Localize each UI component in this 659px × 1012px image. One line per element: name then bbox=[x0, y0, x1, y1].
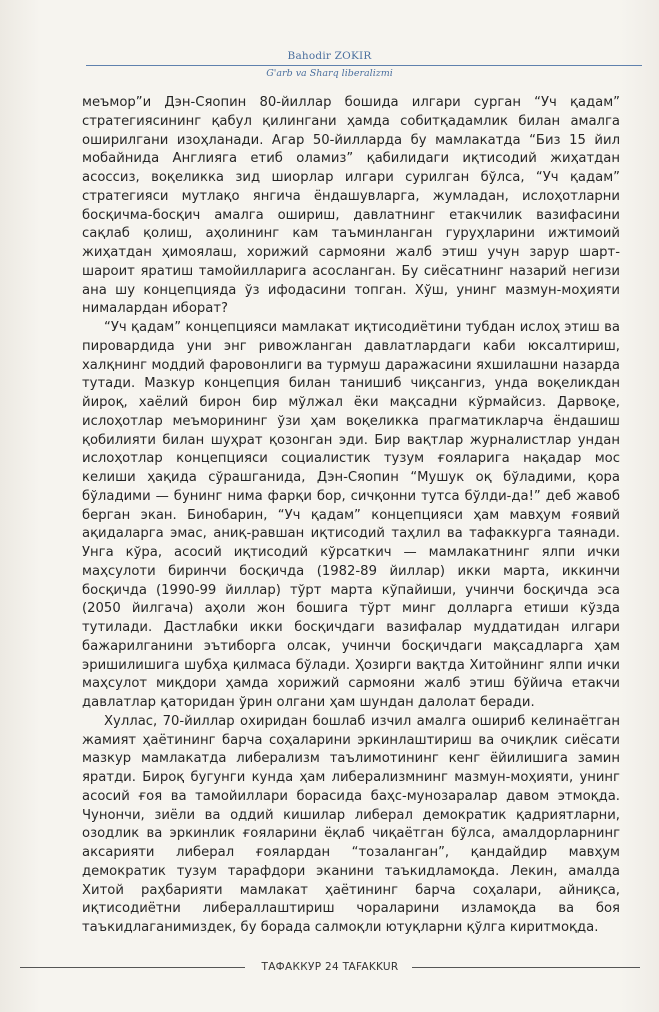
page-footer bbox=[20, 959, 640, 975]
paragraph-2: “Уч қадам” концепцияси мамлакат иқтисодиётини тубдан ислоҳ этиш ва пировардида уни энг ривожланган давлатлардаги каби юксалтириш, халқнинг моддий фаровонлиги ва турмуш даражасини яхшилашни назарда тутади. Мазкур концепция билан танишиб чиқсангиз, унда воқеликдан йироқ, хаёлий бирон бир мўлжал ёки мақсадни кўрмайсиз. Дарвоқе, ислоҳотлар меъморининг ўзи ҳам воқеликка прагматикларча ёндашиш қобилияти билан шуҳрат қозонган эди. Бир вақтлар журналистлар ундан ислоҳотлар концепцияси социалистик тузум ғояларига нақадар мос келиши ҳақида сўрашганида, Дэн-Сяопин “Мушук оқ бўладими, қора бўладими — бунинг нима фарқи бор, сичқонни тутса бўлди-да!” деб жавоб берган экан. Бинобарин, “Уч қадам” концепцияси ҳам мавҳум ғоявий ақидаларга эмас, аниқ-равшан иқтисодий таҳлил ва тафаккурга таянади. Унга кўра, асосий иқтисодий кўрсаткич — мамлакатнинг ялпи ички маҳсулоти биринчи босқичда (1982-89 йиллар) икки марта, иккинчи босқичда (1990-99 йиллар) тўрт марта кўпайиши, учинчи босқичда эса (2050 йилгача) аҳоли жон бошига тўрт минг долларга етиши кўзда тутилади. Дастлабки икки босқичдаги вазифалар муддатидан илгари бажарилганини эътиборга олсак, учинчи босқичдаги мақсадларга ҳам эришилишига шубҳа қилмаса бўлади. Ҳозирги вақтда Хитойнинг ялпи ички маҳсулот миқдори ҳамда хорижий сармояни жалб этиш бўйича етакчи давлатлар қаторидан ўрин олгани ҳам шундан далолат беради. bbox=[82, 320, 620, 710]
footer-page-label: ТАФАККУР 24 TAFAKKUR bbox=[261, 961, 399, 973]
paragraph-3: Хуллас, 70-йиллар охиридан бошлаб изчил амалга ошириб келинаётган жамият ҳаётининг барча соҳаларини эркинлаштириш ва очиқлик сиёсати мазкур мамлакатда либерализм таълимотининг кенг ёйилишига замин яратди. Бироқ бугунги кунда ҳам либерализмнинг мазмун-моҳияти, унинг асосий ғоя ва тамойиллари борасида баҳс-мунозаралар давом этмоқда. Чунончи, зиёли ва оддий кишилар либерал демократик қадриятларни, озодлик ва эркинлик ғояларини ёқлаб чиқаётган бўлса, амалдорларнинг аксарияти либерал ғоялардан “тозаланган”, қандайдир мавҳум демократик тузум тарафдори эканини таъкидламоқда. Лекин, амалда Хитой раҳбарияти мамлакат ҳаётининг барча соҳалари, айниқса, иқтисодиётни либераллаштириш чораларини изламоқда ва боя таъкидлаганимиздек, бу борада салмоқли ютуқларни қўлга киритмоқда. bbox=[82, 713, 620, 935]
header-author: Bahodir ZOKIR bbox=[287, 50, 372, 62]
footer-rule-right bbox=[412, 967, 640, 968]
header-rule bbox=[86, 65, 642, 66]
running-header bbox=[0, 50, 659, 80]
body-text bbox=[82, 94, 620, 938]
header-subtitle: G'arb va Sharq liberalizmi bbox=[266, 68, 393, 79]
footer-rule-left bbox=[20, 967, 245, 968]
paragraph-1: меъмор”и Дэн-Сяопин 80-йиллар бошида илгари сурган “Уч қадам” стратегиясининг қабул қилингани ҳамда собитқадамлик билан амалга оширилгани изоҳланади. Агар 50-йилларда бу мамлакатда “Биз 15 йил мобайнида Англияга етиб оламиз” қабилидаги иқтисодий жиҳатдан асоссиз, воқеликка зид шиорлар илгари сурилган бўлса, “Уч қадам” стратегияси мутлақо янгича ёндашувларга, жумладан, ислоҳотларни босқичма-босқич амалга ошириш, давлатнинг етакчилик вазифасини сақлаб қолиш, аҳолининг кам таъминланган гуруҳларини ижтимоий жиҳатдан ҳимоялаш, хорижий сармояни жалб этиш учун зарур шарт-шароит яратиш тамойилларига асосланган. Бу сиёсатнинг назарий негизи ана шу концепцияда ўз ифодасини топган. Хўш, унинг мазмун-моҳияти нималардан иборат? bbox=[82, 95, 620, 317]
